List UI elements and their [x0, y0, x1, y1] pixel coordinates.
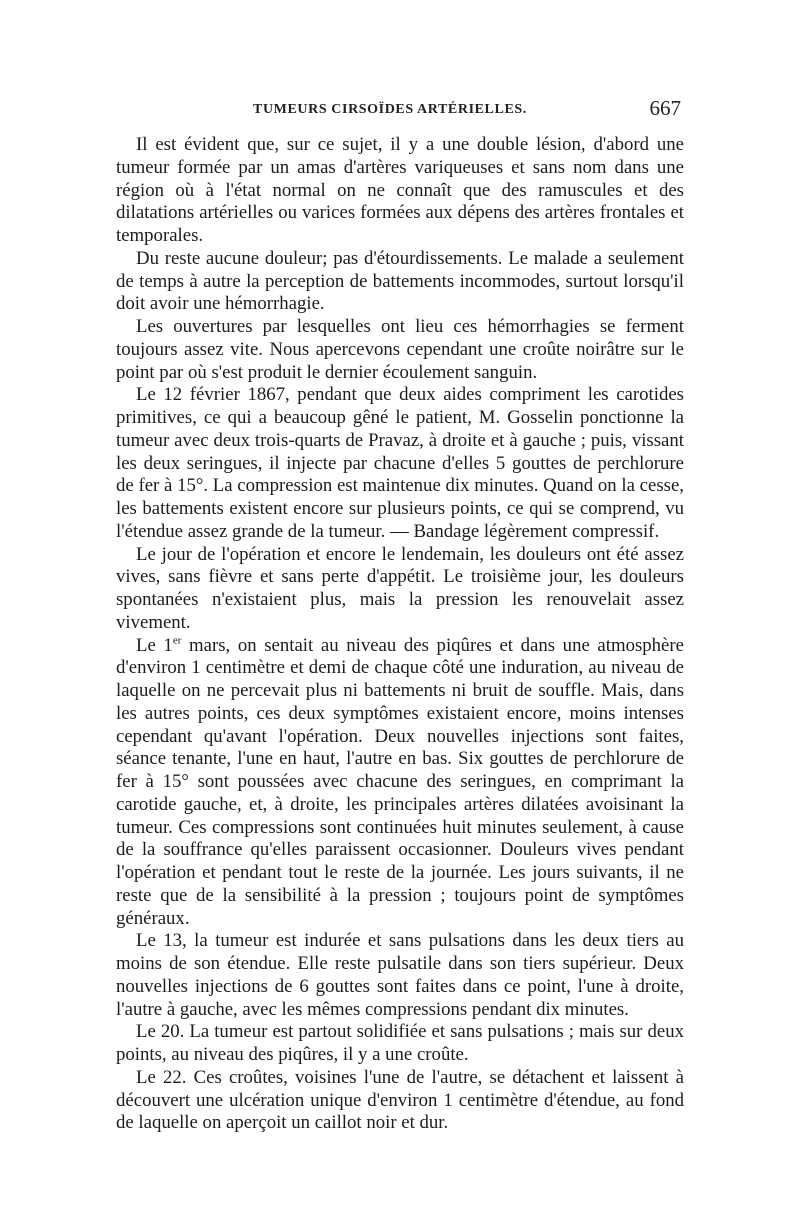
- paragraph: Le 20. La tumeur est partout solidifiée et sans pulsations ; mais sur deux points, au niveau des piqûres, il y a une croûte.: [116, 1021, 684, 1065]
- paragraph: Il est évident que, sur ce sujet, il y a une double lésion, d'abord une tumeur formée par un amas d'artères variqueuses et sans nom dans une région où à l'état normal on ne connaît que des ramuscules et des dilatations artérielles ou varices formées aux dépens des artères frontales et temporales.: [116, 134, 684, 246]
- paragraph: Du reste aucune douleur; pas d'étourdissements. Le malade a seulement de temps à autre la perception de battements incommodes, surtout lorsqu'il doit avoir une hémorrhagie.: [116, 247, 684, 315]
- body-text: [116, 134, 684, 1135]
- paragraph: Les ouvertures par lesquelles ont lieu ces hémorrhagies se ferment toujours assez vite. Nous apercevons cependant une croûte noirâtre sur le point par où s'est produit le dernier écoulement sanguin.: [116, 316, 684, 383]
- ordinal-superscript: er: [172, 634, 182, 647]
- paragraph: Le 13, la tumeur est indurée et sans pulsations dans les deux tiers au moins de son étendue. Elle reste pulsatile dans son tiers supérieur. Deux nouvelles injections de 6 gouttes sont faites dans ce point, l'une à droite, l'autre à gauche, avec les mêmes compressions pendant dix minutes.: [116, 930, 684, 1020]
- paragraph: [116, 635, 684, 931]
- page-number: 667: [649, 96, 681, 120]
- paragraph: Le 22. Ces croûtes, voisines l'une de l'autre, se détachent et laissent à découvert une ulcération unique d'environ 1 centimètre d'étendue, au fond de laquelle on aperçoit un caillot noir et dur.: [116, 1066, 684, 1134]
- paragraph-text: mars, on sentait au niveau des piqûres et dans une atmosphère d'environ 1 centimètre et demi de chaque côté une induration, au niveau de laquelle on ne percevait plus ni battements ni bruit de souffle. Mais, dans les autres points, ces deux symptômes existaient encore, moins intenses cependant qu'avant l'opération. Deux nouvelles injections sont faites, séance tenante, l'une en haut, l'autre en bas. Six gouttes de perchlorure de fer à 15° sont poussées avec chacune des seringues, en comprimant la carotide gauche, et, à droite, les principales artères dilatées avoisinant la tumeur. Ces compressions sont continuées huit minutes seulement, à cause de la souffrance qu'elles paraissent occasionner. Douleurs vives pendant l'opération et pendant tout le reste de la journée. Les jours suivants, il ne reste que de la sensibilité à la pression ; toujours point de symptômes généraux.: [116, 634, 684, 929]
- paragraph: Le 12 février 1867, pendant que deux aides compriment les carotides primitives, ce qui a beaucoup gêné le patient, M. Gosselin ponctionne la tumeur avec deux trois-quarts de Pravaz, à droite et à gauche ; puis, vissant les deux seringues, il injecte par chacune d'elles 5 gouttes de perchlorure de fer à 15°. La compression est maintenue dix minutes. Quand on la cesse, les battements existent encore sur plusieurs points, ce qui se comprend, vu l'étendue assez grande de la tumeur. — Bandage légèrement compressif.: [116, 384, 684, 542]
- paragraph: Le jour de l'opération et encore le lendemain, les douleurs ont été assez vives, sans fièvre et sans perte d'appétit. Le troisième jour, les douleurs spontanées n'existaient plus, mais la pression les renouvelait assez vivement.: [116, 543, 684, 633]
- running-head: [108, 96, 683, 126]
- running-head-title: TUMEURS CIRSOÏDES ARTÉRIELLES.: [253, 102, 527, 117]
- paragraph-text: Le 1: [136, 634, 173, 656]
